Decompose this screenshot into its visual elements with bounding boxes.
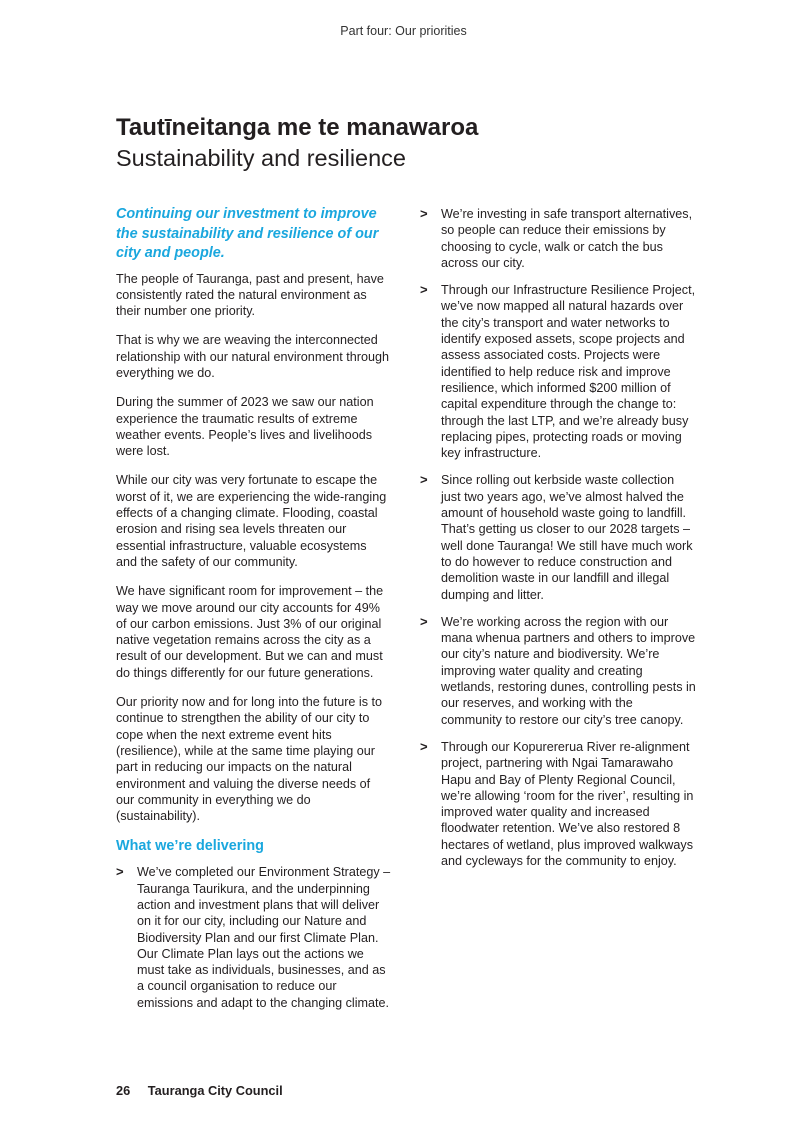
page-title-maori: Tautīneitanga me te manawaroa xyxy=(116,114,479,141)
chevron-right-icon: > xyxy=(116,864,124,880)
footer-organisation: Tauranga City Council xyxy=(147,1083,283,1098)
running-head: Part four: Our priorities xyxy=(340,24,467,38)
list-item xyxy=(420,614,696,728)
list-item-text: We’ve completed our Environment Strategy – Tauranga Taurikura, and the underpinning action and investment plans that will deliver on it for our city, including our Nature and Biodiversity Plan and our first Climate Plan. Our Climate Plan lays out the actions we must take as individuals, businesses, and as a council organisation to reduce our emissions and adapt to the changing climate. xyxy=(137,865,391,1010)
bullet-list xyxy=(420,206,696,869)
paragraph: Our priority now and for long into the future is to continue to strengthen the ability of our city to cope when the next extreme event hits (resilience), while at the same time playing our part in reducing our impacts on the natural environment and valuing the diverse needs of our community in everything we do (sustainability). xyxy=(116,695,383,824)
list-item-text: We’re investing in safe transport alternatives, so people can reduce their emissions by choosing to cycle, walk or catch the bus across our city. xyxy=(441,207,693,270)
list-item xyxy=(116,864,391,1011)
title-block xyxy=(116,112,478,174)
lead-statement: Continuing our investment to improve the sustainability and resilience of our city and people. xyxy=(116,206,379,261)
bullet-list xyxy=(116,864,391,1011)
paragraph: The people of Tauranga, past and present, have consistently rated the natural environment as their number one priority. xyxy=(116,271,384,319)
right-column xyxy=(420,206,696,880)
list-item-text: Through our Kopurererua River re-alignment project, partnering with Ngai Tamarawaho Hapu and Bay of Plenty Regional Council, we’re allowing ‘room for the river’, resulting in improved water quality and increased floodwater retention. We’ve also restored 8 hectares of wetland, plus improved walkways and cycleways for the community to enjoy. xyxy=(441,739,694,868)
list-item xyxy=(420,282,696,461)
paragraph: We have significant room for improvement – the way we move around our city accounts for 49% of our carbon emissions. Just 3% of our original native vegetation remains across the city as a result of our development. But we can and must do things differently for our future generations. xyxy=(116,584,384,680)
list-item-text: Through our Infrastructure Resilience Project, we’ve now mapped all natural hazards over the city’s transport and water networks to identify exposed assets, scope projects and assess associated costs. Projects were identified to help reduce risk and improve resilience, which informed $200 million of capital expenditure through the change to: through the last LTP, and we’re already busy replacing pipes, protecting roads or moving key infrastructure. xyxy=(441,283,696,461)
list-item xyxy=(420,739,696,869)
list-item-text: Since rolling out kerbside waste collection just two years ago, we’ve almost halved the amount of household waste going to landfill. That’s getting us closer to our 2028 targets – well done Tauranga! We still have much work to do however to reduce construction and demolition waste in our landfill and illegal dumping and litter. xyxy=(441,473,693,602)
list-item xyxy=(420,206,696,271)
page-number: 26 xyxy=(116,1083,131,1098)
chevron-right-icon: > xyxy=(420,472,428,488)
section-heading: What we’re delivering xyxy=(116,838,264,855)
paragraph: That is why we are weaving the interconnected relationship with our natural environment through everything we do. xyxy=(116,333,390,380)
chevron-right-icon: > xyxy=(420,613,428,629)
page-title-english: Sustainability and resilience xyxy=(116,145,406,171)
chevron-right-icon: > xyxy=(420,282,428,298)
chevron-right-icon: > xyxy=(420,206,428,221)
chevron-right-icon: > xyxy=(420,738,428,754)
paragraph: During the summer of 2023 we saw our nation experience the traumatic results of extreme weather events. People’s lives and livelihoods were lost. xyxy=(116,395,374,459)
page-footer xyxy=(116,1083,283,1098)
list-item xyxy=(420,472,696,602)
list-item-text: We’re working across the region with our mana whenua partners and others to improve our city’s nature and biodiversity. We’re improving water quality and creating wetlands, restoring dunes, controlling pests in our reserves, and working with the community to restore our city’s tree canopy. xyxy=(441,614,696,727)
left-column xyxy=(116,205,391,1022)
paragraph: While our city was very fortunate to escape the worst of it, we are experiencing the wide-ranging effects of a changing climate. Flooding, coastal erosion and rising sea levels threaten our essential infrastructure, valuable ecosystems and the safety of our community. xyxy=(116,473,387,569)
